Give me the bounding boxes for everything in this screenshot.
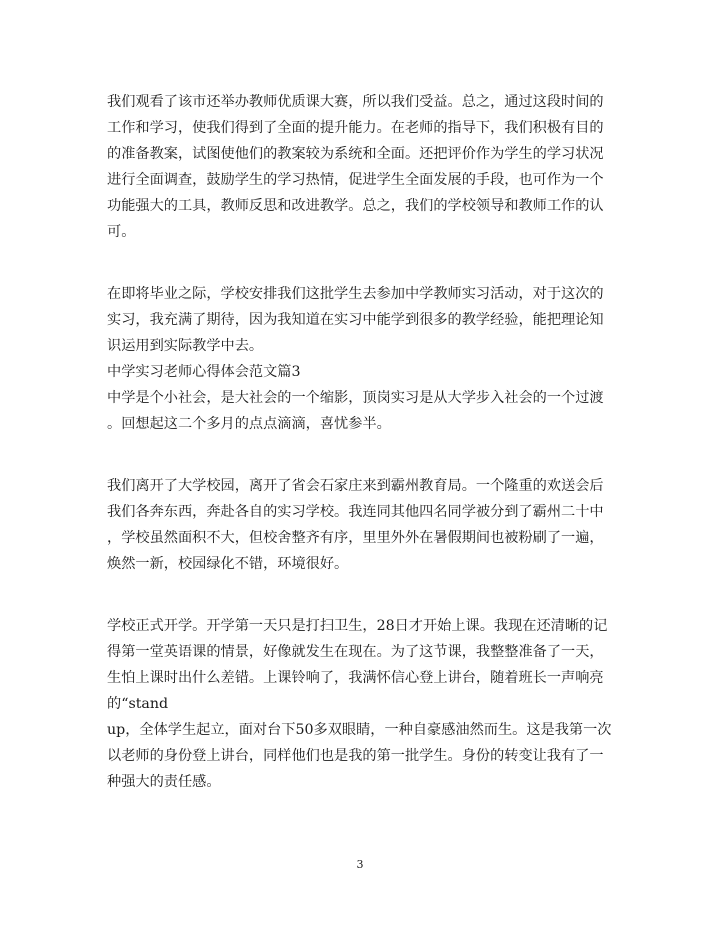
text-line: 功能强大的工具，教师反思和改进教学。总之，我们的学校领导和教师工作的认 [107,198,604,214]
text-line: 我们观看了该市还举办教师优质课大赛，所以我们受益。总之，通过这段时间的 [107,94,604,110]
section-heading: 中学实习老师心得体会范文篇3 [107,364,301,380]
text-line: 的“stand [107,696,169,712]
text-line: up，全体学生起立，面对台下50多双眼睛，一种自豪感油然而生。这是我第一次 [107,722,612,738]
text-line: 学校正式开学。开学第一天只是打扫卫生，28日才开始上课。我现在还清晰的记 [107,618,608,634]
page-number: 3 [356,858,364,871]
text-line: 在即将毕业之际，学校安排我们这批学生去参加中学教师实习活动，对于这次的 [107,286,604,302]
text-line: 我们各奔东西，奔赴各自的实习学校。我连同其他四名同学被分到了霸州二十中 [107,504,604,520]
text-line: 得第一堂英语课的情景，好像就发生在现在。为了这节课，我整整准备了一天， [107,644,604,660]
text-line: 中学是个小社会，是大社会的一个缩影，顶岗实习是从大学步入社会的一个过渡 [107,390,604,406]
text-line: 种强大的责任感。 [107,774,221,790]
text-line: 生怕上课时出什么差错。上课铃响了，我满怀信心登上讲台，随着班长一声响亮 [107,670,604,686]
text-line: 实习，我充满了期待，因为我知道在实习中能学到很多的教学经验，能把理论知 [107,312,604,328]
text-line: 可。 [107,224,136,240]
text-line: 。回想起这二个多月的点点滴滴，喜忧参半。 [107,416,391,432]
text-line: ，学校虽然面积不大，但校舍整齐有序，里里外外在暑假期间也被粉刷了一遍， [107,530,604,546]
text-line: 我们离开了大学校园，离开了省会石家庄来到霸州教育局。一个隆重的欢送会后 [107,478,604,494]
text-line: 工作和学习，使我们得到了全面的提升能力。在老师的指导下，我们积极有目的 [107,120,604,136]
text-line: 识运用到实际教学中去。 [107,338,264,354]
text-line: 焕然一新，校园绿化不错，环境很好。 [107,556,349,572]
text-line: 进行全面调查，鼓励学生的学习热情，促进学生全面发展的手段，也可作为一个 [107,172,604,188]
text-line: 以老师的身份登上讲台，同样他们也是我的第一批学生。身份的转变让我有了一 [107,748,604,764]
text-line: 的准备教案，试图使他们的教案较为系统和全面。还把评价作为学生的学习状况 [107,146,604,162]
